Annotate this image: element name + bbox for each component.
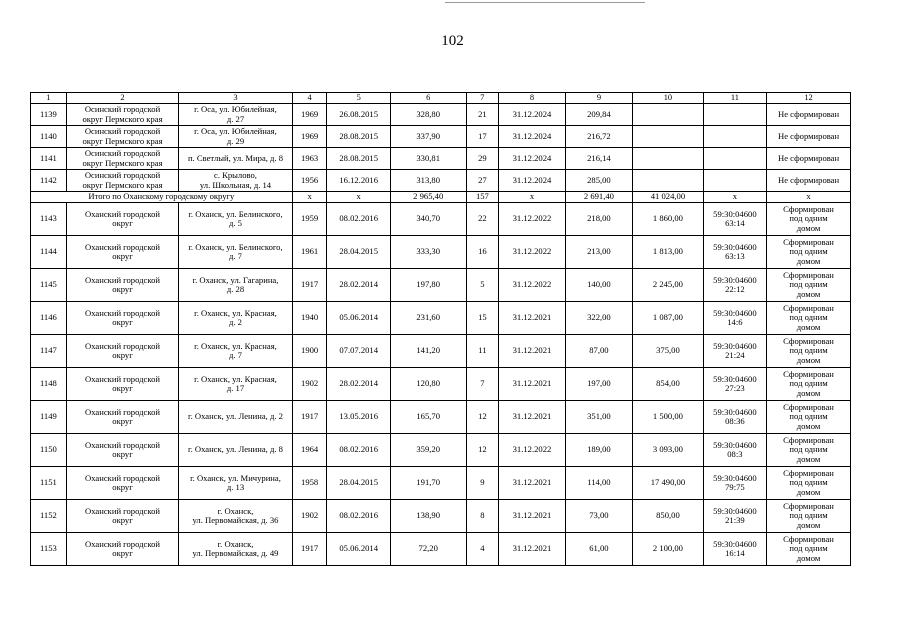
table-row xyxy=(31,104,851,126)
cell-col-7: 9 xyxy=(466,467,499,500)
cell-col-10 xyxy=(633,126,704,148)
cell-col-8: 31.12.2022 xyxy=(499,269,565,302)
housing-table xyxy=(30,92,851,566)
cell-col-6: 231,60 xyxy=(390,302,466,335)
cell-col-11: 59:30:04600 22:12 xyxy=(703,269,766,302)
cell-col-12: Сформирован под одним домом xyxy=(767,467,851,500)
cell-col-8: 31.12.2024 xyxy=(499,104,565,126)
cell-col-7: 8 xyxy=(466,500,499,533)
cell-col-3: г. Оханск, ул. Красная, д. 17 xyxy=(179,368,292,401)
cell-col-3: г. Оханск, ул. Красная, д. 7 xyxy=(179,335,292,368)
cell-col-12: Сформирован под одним домом xyxy=(767,401,851,434)
table-row xyxy=(31,203,851,236)
column-number: 3 xyxy=(179,93,292,104)
cell-col-12: Сформирован под одним домом xyxy=(767,203,851,236)
cell-col-7: 7 xyxy=(466,368,499,401)
cell-col-3: г. Оханск, ул. Ленина, д. 8 xyxy=(179,434,292,467)
cell-col-2: Оханский городской округ xyxy=(66,434,178,467)
cell-col-5: 08.02.2016 xyxy=(327,500,390,533)
table-row xyxy=(31,170,851,192)
table-row xyxy=(31,269,851,302)
cell-col-4: 1902 xyxy=(292,368,327,401)
cell-col-8: 31.12.2022 xyxy=(499,434,565,467)
column-number: 5 xyxy=(327,93,390,104)
cell-col-10 xyxy=(633,170,704,192)
cell-col-8: 31.12.2021 xyxy=(499,368,565,401)
cell-col-3: г. Оханск, ул. Белинского, д. 7 xyxy=(179,236,292,269)
cell-col-1: 1139 xyxy=(31,104,67,126)
cell-col-2: Осинский городской округ Пермского края xyxy=(66,148,178,170)
cell-col-11: 59:30:04600 27:23 xyxy=(703,368,766,401)
cell-col-7: 27 xyxy=(466,170,499,192)
cell-col-9: 73,00 xyxy=(565,500,632,533)
column-number: 11 xyxy=(703,93,766,104)
cell-col-4: 1956 xyxy=(292,170,327,192)
cell-col-2: Оханский городской округ xyxy=(66,236,178,269)
cell-col-5: 07.07.2014 xyxy=(327,335,390,368)
cell-col-7: 16 xyxy=(466,236,499,269)
cell-col-10: 2 245,00 xyxy=(633,269,704,302)
subtotal-c11: х xyxy=(703,192,766,203)
cell-col-8: 31.12.2022 xyxy=(499,236,565,269)
cell-col-7: 11 xyxy=(466,335,499,368)
cell-col-6: 165,70 xyxy=(390,401,466,434)
cell-col-3: г. Оханск, ул. Первомайская, д. 49 xyxy=(179,533,292,566)
subtotal-label: Итого по Оханскому городскому округу xyxy=(31,192,293,203)
cell-col-11: 59:30:04600 08:3 xyxy=(703,434,766,467)
cell-col-10: 375,00 xyxy=(633,335,704,368)
cell-col-4: 1963 xyxy=(292,148,327,170)
cell-col-10: 1 500,00 xyxy=(633,401,704,434)
cell-col-7: 15 xyxy=(466,302,499,335)
cell-col-11: 59:30:04600 14:6 xyxy=(703,302,766,335)
cell-col-11: 59:30:04600 08:36 xyxy=(703,401,766,434)
cell-col-10: 17 490,00 xyxy=(633,467,704,500)
cell-col-11 xyxy=(703,104,766,126)
cell-col-7: 12 xyxy=(466,434,499,467)
cell-col-12: Сформирован под одним домом xyxy=(767,269,851,302)
subtotal-c9: 2 691,40 xyxy=(565,192,632,203)
page-number: 102 xyxy=(441,33,464,49)
cell-col-12: Сформирован под одним домом xyxy=(767,500,851,533)
scan-top-line xyxy=(445,2,645,3)
cell-col-10: 1 087,00 xyxy=(633,302,704,335)
cell-col-1: 1142 xyxy=(31,170,67,192)
cell-col-1: 1144 xyxy=(31,236,67,269)
cell-col-12: Сформирован под одним домом xyxy=(767,368,851,401)
subtotal-c7: 157 xyxy=(466,192,499,203)
cell-col-5: 08.02.2016 xyxy=(327,434,390,467)
cell-col-2: Оханский городской округ xyxy=(66,302,178,335)
cell-col-3: г. Оханск, ул. Мичурина, д. 13 xyxy=(179,467,292,500)
cell-col-6: 337,90 xyxy=(390,126,466,148)
cell-col-11 xyxy=(703,126,766,148)
table-row xyxy=(31,302,851,335)
cell-col-8: 31.12.2024 xyxy=(499,148,565,170)
cell-col-10: 850,00 xyxy=(633,500,704,533)
cell-col-9: 87,00 xyxy=(565,335,632,368)
cell-col-2: Оханский городской округ xyxy=(66,203,178,236)
cell-col-11: 59:30:04600 16:14 xyxy=(703,533,766,566)
cell-col-1: 1150 xyxy=(31,434,67,467)
cell-col-2: Осинский городской округ Пермского края xyxy=(66,126,178,148)
cell-col-9: 218,00 xyxy=(565,203,632,236)
cell-col-7: 12 xyxy=(466,401,499,434)
column-number: 7 xyxy=(466,93,499,104)
cell-col-6: 191,70 xyxy=(390,467,466,500)
cell-col-10 xyxy=(633,104,704,126)
cell-col-10: 1 813,00 xyxy=(633,236,704,269)
table-row xyxy=(31,467,851,500)
table-row xyxy=(31,148,851,170)
cell-col-4: 1917 xyxy=(292,401,327,434)
cell-col-1: 1148 xyxy=(31,368,67,401)
cell-col-1: 1152 xyxy=(31,500,67,533)
cell-col-2: Осинский городской округ Пермского края xyxy=(66,170,178,192)
cell-col-9: 114,00 xyxy=(565,467,632,500)
cell-col-7: 5 xyxy=(466,269,499,302)
cell-col-3: г. Оханск, ул. Белинского, д. 5 xyxy=(179,203,292,236)
column-number: 6 xyxy=(390,93,466,104)
cell-col-12: Не сформирован xyxy=(767,148,851,170)
cell-col-4: 1964 xyxy=(292,434,327,467)
cell-col-6: 328,80 xyxy=(390,104,466,126)
subtotal-c6: 2 965,40 xyxy=(390,192,466,203)
cell-col-6: 141,20 xyxy=(390,335,466,368)
cell-col-12: Не сформирован xyxy=(767,104,851,126)
subtotal-c10: 41 024,00 xyxy=(633,192,704,203)
cell-col-6: 197,80 xyxy=(390,269,466,302)
cell-col-9: 189,00 xyxy=(565,434,632,467)
cell-col-2: Оханский городской округ xyxy=(66,533,178,566)
cell-col-5: 05.06.2014 xyxy=(327,302,390,335)
cell-col-10: 3 093,00 xyxy=(633,434,704,467)
cell-col-10: 2 100,00 xyxy=(633,533,704,566)
cell-col-3: г. Оханск, ул. Красная, д. 2 xyxy=(179,302,292,335)
column-number: 10 xyxy=(633,93,704,104)
cell-col-3: г. Оханск, ул. Ленина, д. 2 xyxy=(179,401,292,434)
cell-col-10: 854,00 xyxy=(633,368,704,401)
cell-col-1: 1140 xyxy=(31,126,67,148)
table-row xyxy=(31,236,851,269)
cell-col-9: 351,00 xyxy=(565,401,632,434)
cell-col-5: 28.08.2015 xyxy=(327,126,390,148)
cell-col-11 xyxy=(703,170,766,192)
column-number: 4 xyxy=(292,93,327,104)
cell-col-10: 1 860,00 xyxy=(633,203,704,236)
cell-col-9: 216,72 xyxy=(565,126,632,148)
cell-col-12: Сформирован под одним домом xyxy=(767,434,851,467)
cell-col-8: 31.12.2022 xyxy=(499,203,565,236)
cell-col-6: 333,30 xyxy=(390,236,466,269)
cell-col-5: 13.05.2016 xyxy=(327,401,390,434)
cell-col-5: 28.04.2015 xyxy=(327,467,390,500)
cell-col-7: 29 xyxy=(466,148,499,170)
table-row xyxy=(31,533,851,566)
cell-col-8: 31.12.2021 xyxy=(499,335,565,368)
cell-col-1: 1153 xyxy=(31,533,67,566)
cell-col-2: Оханский городской округ xyxy=(66,500,178,533)
cell-col-5: 08.02.2016 xyxy=(327,203,390,236)
cell-col-8: 31.12.2021 xyxy=(499,467,565,500)
cell-col-3: г. Оханск, ул. Гагарина, д. 28 xyxy=(179,269,292,302)
cell-col-3: г. Оса, ул. Юбилейная, д. 27 xyxy=(179,104,292,126)
cell-col-5: 05.06.2014 xyxy=(327,533,390,566)
cell-col-4: 1961 xyxy=(292,236,327,269)
cell-col-11 xyxy=(703,148,766,170)
cell-col-12: Сформирован под одним домом xyxy=(767,335,851,368)
cell-col-4: 1900 xyxy=(292,335,327,368)
cell-col-9: 140,00 xyxy=(565,269,632,302)
cell-col-4: 1959 xyxy=(292,203,327,236)
cell-col-4: 1969 xyxy=(292,126,327,148)
cell-col-2: Оханский городской округ xyxy=(66,368,178,401)
cell-col-3: г. Оханск, ул. Первомайская, д. 36 xyxy=(179,500,292,533)
cell-col-4: 1917 xyxy=(292,533,327,566)
column-number-row xyxy=(31,93,851,104)
table-row xyxy=(31,434,851,467)
cell-col-2: Оханский городской округ xyxy=(66,467,178,500)
cell-col-7: 17 xyxy=(466,126,499,148)
cell-col-6: 138,90 xyxy=(390,500,466,533)
cell-col-12: Сформирован под одним домом xyxy=(767,236,851,269)
table-row xyxy=(31,500,851,533)
cell-col-6: 120,80 xyxy=(390,368,466,401)
cell-col-5: 28.02.2014 xyxy=(327,269,390,302)
cell-col-4: 1940 xyxy=(292,302,327,335)
cell-col-3: г. Оса, ул. Юбилейная, д. 29 xyxy=(179,126,292,148)
cell-col-2: Оханский городской округ xyxy=(66,269,178,302)
cell-col-1: 1143 xyxy=(31,203,67,236)
column-number: 2 xyxy=(66,93,178,104)
cell-col-3: с. Крылово, ул. Школьная, д. 14 xyxy=(179,170,292,192)
column-number: 8 xyxy=(499,93,565,104)
cell-col-5: 26.08.2015 xyxy=(327,104,390,126)
cell-col-1: 1151 xyxy=(31,467,67,500)
cell-col-1: 1141 xyxy=(31,148,67,170)
cell-col-2: Оханский городской округ xyxy=(66,401,178,434)
cell-col-11: 59:30:04600 21:24 xyxy=(703,335,766,368)
cell-col-8: 31.12.2024 xyxy=(499,126,565,148)
cell-col-6: 313,80 xyxy=(390,170,466,192)
cell-col-2: Оханский городской округ xyxy=(66,335,178,368)
cell-col-2: Осинский городской округ Пермского края xyxy=(66,104,178,126)
subtotal-c8: х xyxy=(499,192,565,203)
subtotal-c12: х xyxy=(767,192,851,203)
cell-col-6: 72,20 xyxy=(390,533,466,566)
cell-col-9: 213,00 xyxy=(565,236,632,269)
cell-col-1: 1146 xyxy=(31,302,67,335)
cell-col-7: 4 xyxy=(466,533,499,566)
cell-col-3: п. Светлый, ул. Мира, д. 8 xyxy=(179,148,292,170)
cell-col-12: Не сформирован xyxy=(767,170,851,192)
cell-col-5: 28.08.2015 xyxy=(327,148,390,170)
cell-col-9: 61,00 xyxy=(565,533,632,566)
column-number: 12 xyxy=(767,93,851,104)
cell-col-8: 31.12.2021 xyxy=(499,533,565,566)
cell-col-5: 16.12.2016 xyxy=(327,170,390,192)
cell-col-11: 59:30:04600 21:39 xyxy=(703,500,766,533)
cell-col-9: 209,84 xyxy=(565,104,632,126)
cell-col-12: Не сформирован xyxy=(767,126,851,148)
subtotal-c4: х xyxy=(292,192,327,203)
cell-col-1: 1149 xyxy=(31,401,67,434)
cell-col-5: 28.02.2014 xyxy=(327,368,390,401)
table-row xyxy=(31,401,851,434)
cell-col-8: 31.12.2021 xyxy=(499,401,565,434)
cell-col-12: Сформирован под одним домом xyxy=(767,533,851,566)
cell-col-4: 1969 xyxy=(292,104,327,126)
table-row xyxy=(31,335,851,368)
cell-col-8: 31.12.2021 xyxy=(499,302,565,335)
cell-col-9: 285,00 xyxy=(565,170,632,192)
cell-col-11: 59:30:04600 63:14 xyxy=(703,203,766,236)
cell-col-8: 31.12.2024 xyxy=(499,170,565,192)
table-row xyxy=(31,368,851,401)
cell-col-9: 322,00 xyxy=(565,302,632,335)
cell-col-4: 1902 xyxy=(292,500,327,533)
cell-col-6: 359,20 xyxy=(390,434,466,467)
cell-col-7: 22 xyxy=(466,203,499,236)
subtotal-c5: х xyxy=(327,192,390,203)
cell-col-11: 59:30:04600 63:13 xyxy=(703,236,766,269)
cell-col-4: 1958 xyxy=(292,467,327,500)
cell-col-6: 340,70 xyxy=(390,203,466,236)
cell-col-1: 1145 xyxy=(31,269,67,302)
cell-col-7: 21 xyxy=(466,104,499,126)
column-number: 9 xyxy=(565,93,632,104)
subtotal-row xyxy=(31,192,851,203)
cell-col-9: 197,00 xyxy=(565,368,632,401)
cell-col-8: 31.12.2021 xyxy=(499,500,565,533)
cell-col-10 xyxy=(633,148,704,170)
table-row xyxy=(31,126,851,148)
cell-col-11: 59:30:04600 79:75 xyxy=(703,467,766,500)
cell-col-12: Сформирован под одним домом xyxy=(767,302,851,335)
cell-col-1: 1147 xyxy=(31,335,67,368)
cell-col-9: 216,14 xyxy=(565,148,632,170)
cell-col-5: 28.04.2015 xyxy=(327,236,390,269)
cell-col-6: 330,81 xyxy=(390,148,466,170)
column-number: 1 xyxy=(31,93,67,104)
cell-col-4: 1917 xyxy=(292,269,327,302)
